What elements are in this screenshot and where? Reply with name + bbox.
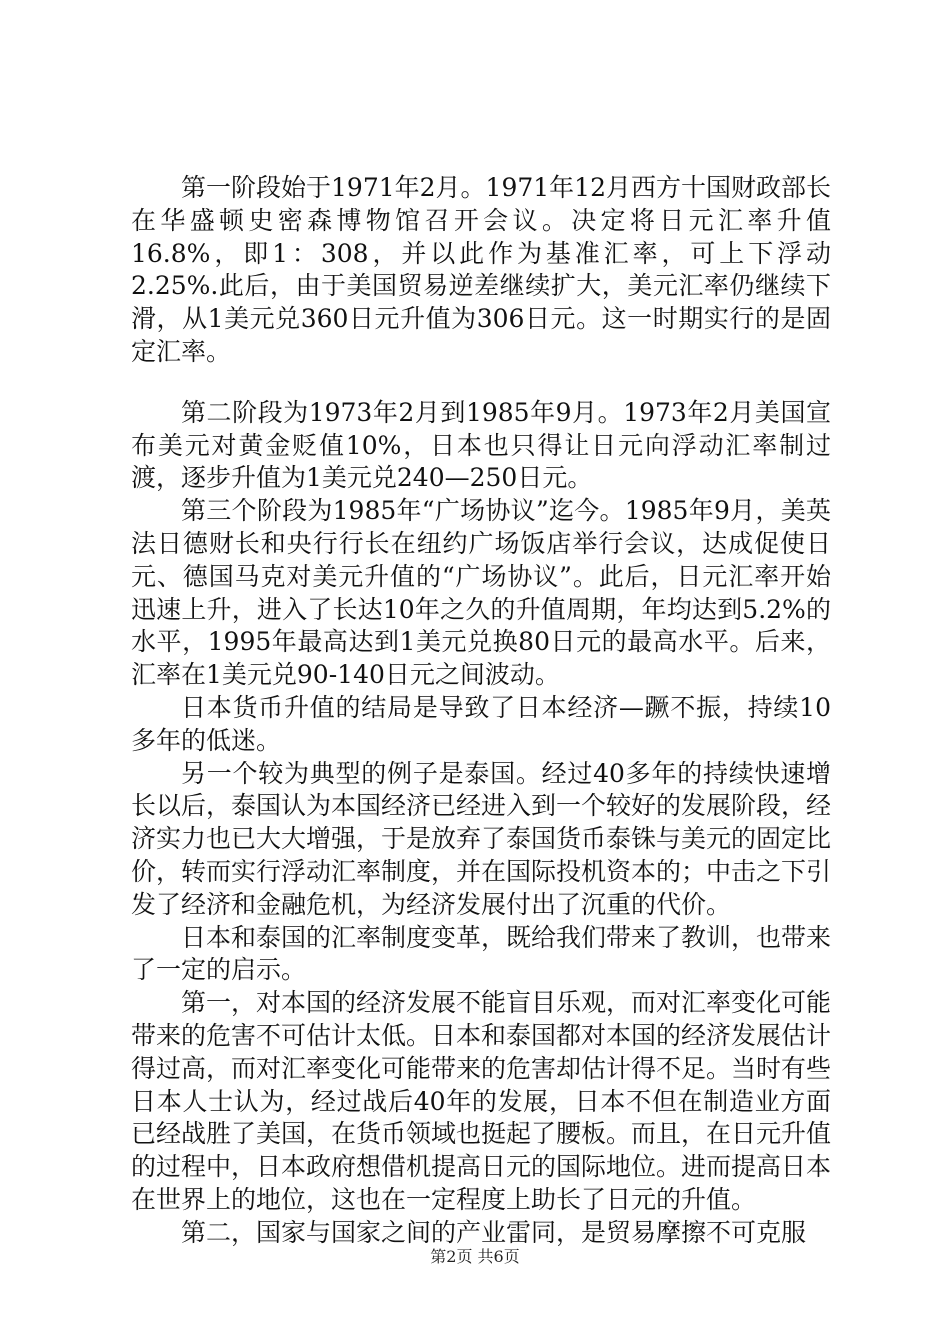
paragraph-stage-one: 第一阶段始于1971年2月。1971年12月西方十国财政部长在华盛顿史密森博物馆召开会议。决定将日元汇率升值16.8%，即1：308，并以此作为基准汇率，可上下浮动2.25%.此后，由于美国贸易逆差继续扩大，美元汇率仍继续下滑，从1美元兑360日元升值为306日元。这一时期实行的是固定汇率。 xyxy=(131,173,831,366)
paragraph-thailand-example: 另一个较为典型的例子是泰国。经过40多年的持续快速增长以后，泰国认为本国经济已经进入到一个较好的发展阶段，经济实力也已大大增强，于是放弃了泰国货币泰铢与美元的固定比价，转而实行浮动汇率制度，并在国际投机资本的；中击之下引发了经济和金融危机，为经济发展付出了沉重的代价。 xyxy=(131,758,832,919)
paragraph-second-lesson: 第二，国家与国家之间的产业雷同，是贸易摩擦不可克服 xyxy=(181,1217,807,1247)
paragraph-lessons: 日本和泰国的汇率制度变革，既给我们带来了教训，也带来了一定的启示。 xyxy=(131,922,832,985)
document-body xyxy=(131,172,831,1250)
paragraph-stage-three: 第三个阶段为1985年“广场协议”迄今。1985年9月，美英法日德财长和央行行长在纽约广场饭店举行会议，达成促使日元、德国马克对美元升值的“广场协议”。此后，日元汇率开始迅速上升，进入了长达10年之久的升值周期，年均达到5.2%的水平，1995年最高达到1美元兑换80日元的最高水平。后来，汇率在1美元兑90-140日元之间波动。 xyxy=(131,496,831,690)
page-number-footer: 第2页 共6页 xyxy=(430,1247,520,1266)
paragraph-japan-result: 日本货币升值的结局是导致了日本经济—蹶不振，持续10多年的低迷。 xyxy=(131,692,831,755)
paragraph-first-lesson: 第一，对本国的经济发展不能盲目乐观，而对汇率变化可能带来的危害不可估计太低。日本和泰国都对本国的经济发展估计得过高，而对汇率变化可能带来的危害却估计得不足。当时有些日本人士认为，经过战后40年的发展，日本不但在制造业方面已经战胜了美国，在货币领域也挺起了腰板。而且，在日元升值的过程中，日本政府想借机提高日元的国际地位。进而提高日本在世界上的地位，这也在一定程度上助长了日元的升值。 xyxy=(131,988,832,1214)
paragraph-stage-two: 第二阶段为1973年2月到1985年9月。1973年2月美国宣布美元对黄金贬值10%，日本也只得让日元向浮动汇率制过渡，逐步升值为1美元兑240—250日元。 xyxy=(131,397,831,493)
